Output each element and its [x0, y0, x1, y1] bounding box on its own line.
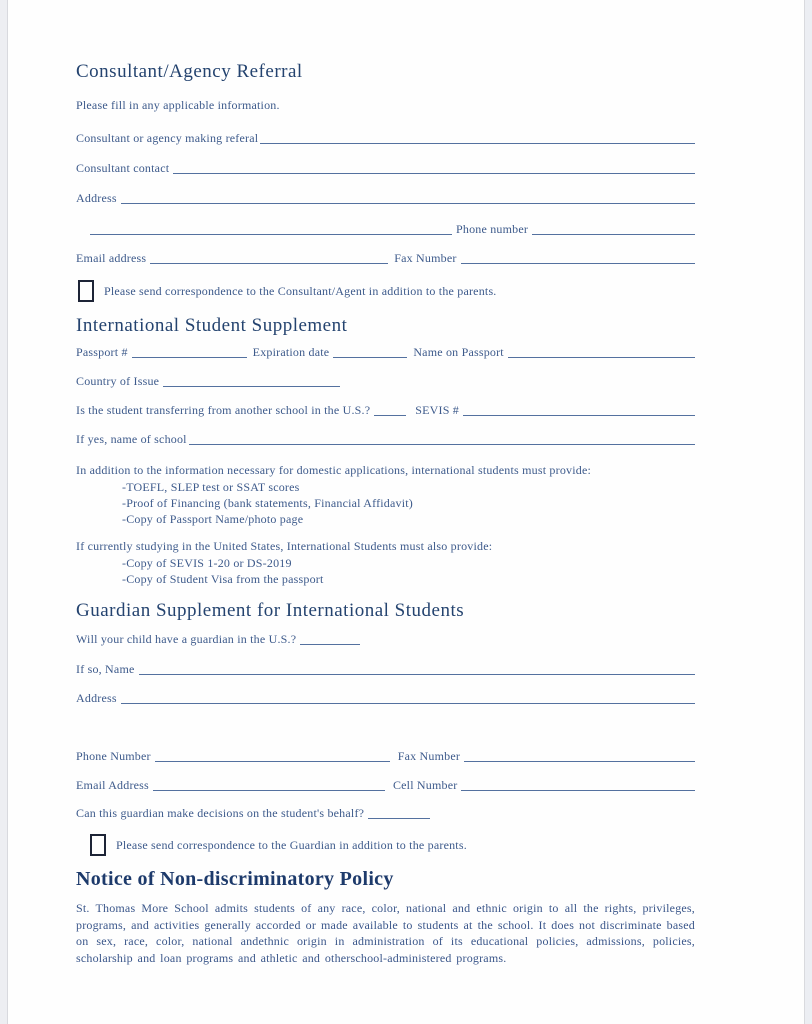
- guardian-fax-field[interactable]: [464, 749, 695, 762]
- currently-studying-item: -Copy of SEVIS 1-20 or DS-2019: [122, 556, 292, 570]
- consultant-address2-field[interactable]: [90, 222, 452, 235]
- provide-item: -Copy of Passport Name/photo page: [122, 512, 304, 526]
- country-of-issue-field[interactable]: [163, 374, 340, 387]
- consultant-fax-field[interactable]: [461, 251, 695, 264]
- guardian-cell-label: Cell Number: [392, 778, 458, 792]
- consultant-address2-phone-row: [76, 221, 695, 237]
- consultant-correspondence-row: [78, 280, 695, 302]
- consultant-email-label: Email address: [76, 251, 147, 265]
- guardian-question-label: Will your child have a guardian in the U.S.?: [76, 632, 297, 646]
- consultant-address-label: Address: [76, 191, 117, 205]
- section-international-supplement: [76, 314, 695, 587]
- section-guardian-supplement: [76, 599, 695, 856]
- name-on-passport-field[interactable]: [508, 345, 695, 358]
- guardian-question-row: [76, 631, 695, 647]
- guardian-phone-field[interactable]: [155, 749, 390, 762]
- passport-number-label: Passport #: [76, 345, 128, 359]
- country-of-issue-label: Country of Issue: [76, 374, 160, 388]
- consultant-phone-field[interactable]: [532, 222, 695, 235]
- guardian-phone-label: Phone Number: [76, 749, 151, 763]
- guardian-name-field[interactable]: [139, 662, 695, 675]
- sevis-number-field[interactable]: [463, 403, 695, 416]
- consultant-intro-text: Please fill in any applicable information.: [76, 98, 280, 112]
- consultant-address-field[interactable]: [121, 191, 695, 204]
- guardian-fax-label: Fax Number: [397, 749, 461, 763]
- country-of-issue-row: [76, 373, 695, 389]
- guardian-email-label: Email Address: [76, 778, 149, 792]
- international-section-title: International Student Supplement: [76, 315, 348, 336]
- guardian-decisions-field[interactable]: [368, 806, 430, 819]
- section-nondiscriminatory-policy: [76, 866, 695, 966]
- consultant-email-fax-row: [76, 250, 695, 266]
- guardian-address-field[interactable]: [121, 691, 695, 704]
- transfer-answer-field[interactable]: [374, 403, 406, 416]
- transfer-question-label: Is the student transferring from another school in the U.S.?: [76, 403, 371, 417]
- consultant-contact-field[interactable]: [173, 161, 695, 174]
- consultant-contact-label: Consultant contact: [76, 161, 170, 175]
- section-consultant-referral: [76, 60, 695, 302]
- guardian-email-cell-row: [76, 777, 695, 793]
- consultant-correspondence-label: Please send correspondence to the Consultant/Agent in addition to the parents.: [104, 283, 497, 298]
- guardian-name-label: If so, Name: [76, 662, 135, 676]
- consultant-fax-label: Fax Number: [394, 251, 457, 265]
- guardian-address-row: [76, 690, 695, 706]
- policy-body-text: St. Thomas More School admits students of any race, color, national and ethnic origin to all the rights, privileges, programs, and activities generally accorded or made available to students at the school. It does not discriminate based on sex, race, color, national andethnic origin in administration of its educational policies, admissions, policies, scholarship and loan programs and athletic and otherschool-administered programs.: [76, 901, 695, 965]
- passport-row: [76, 344, 695, 360]
- name-on-passport-label: Name on Passport: [413, 345, 504, 359]
- guardian-section-title: Guardian Supplement for International Students: [76, 600, 465, 621]
- guardian-phone-fax-row: [76, 748, 695, 764]
- consultant-correspondence-checkbox[interactable]: [78, 280, 94, 302]
- guardian-correspondence-checkbox[interactable]: [90, 834, 106, 856]
- consultant-contact-row: [76, 160, 695, 176]
- school-name-row: [76, 431, 695, 447]
- currently-studying-item: -Copy of Student Visa from the passport: [122, 572, 324, 586]
- consultant-referral-field[interactable]: [260, 131, 695, 144]
- consultant-referral-row: [76, 130, 695, 146]
- provide-item: -TOEFL, SLEP test or SSAT scores: [122, 480, 300, 494]
- page-right-edge: [804, 0, 812, 1024]
- provide-intro-text: In addition to the information necessary for domestic applications, international students must provide:: [76, 463, 592, 477]
- passport-number-field[interactable]: [132, 345, 247, 358]
- currently-studying-intro-text: If currently studying in the United States, International Students must also provide:: [76, 539, 493, 553]
- guardian-decisions-row: [76, 805, 695, 821]
- consultant-section-title: Consultant/Agency Referral: [76, 61, 303, 82]
- expiration-date-field[interactable]: [333, 345, 407, 358]
- guardian-cell-field[interactable]: [461, 778, 695, 791]
- consultant-address-row: [76, 190, 695, 206]
- page-left-edge: [0, 0, 8, 1024]
- school-name-field[interactable]: [189, 432, 695, 445]
- guardian-name-row: [76, 661, 695, 677]
- guardian-correspondence-label: Please send correspondence to the Guardian in addition to the parents.: [116, 837, 467, 852]
- policy-section-title: Notice of Non-discriminatory Policy: [76, 868, 394, 890]
- expiration-date-label: Expiration date: [252, 345, 330, 359]
- guardian-email-field[interactable]: [153, 778, 385, 791]
- form-page: [76, 60, 695, 966]
- guardian-correspondence-row: [90, 834, 695, 856]
- guardian-question-field[interactable]: [300, 632, 360, 645]
- provide-item: -Proof of Financing (bank statements, Financial Affidavit): [122, 496, 413, 510]
- consultant-phone-label: Phone number: [456, 222, 529, 236]
- consultant-referral-label: Consultant or agency making referal: [76, 131, 259, 145]
- transfer-sevis-row: [76, 402, 695, 418]
- school-name-label: If yes, name of school: [76, 432, 187, 446]
- guardian-address-label: Address: [76, 691, 117, 705]
- guardian-decisions-label: Can this guardian make decisions on the student's behalf?: [76, 806, 365, 820]
- sevis-number-label: SEVIS #: [415, 403, 460, 417]
- consultant-email-field[interactable]: [150, 251, 388, 264]
